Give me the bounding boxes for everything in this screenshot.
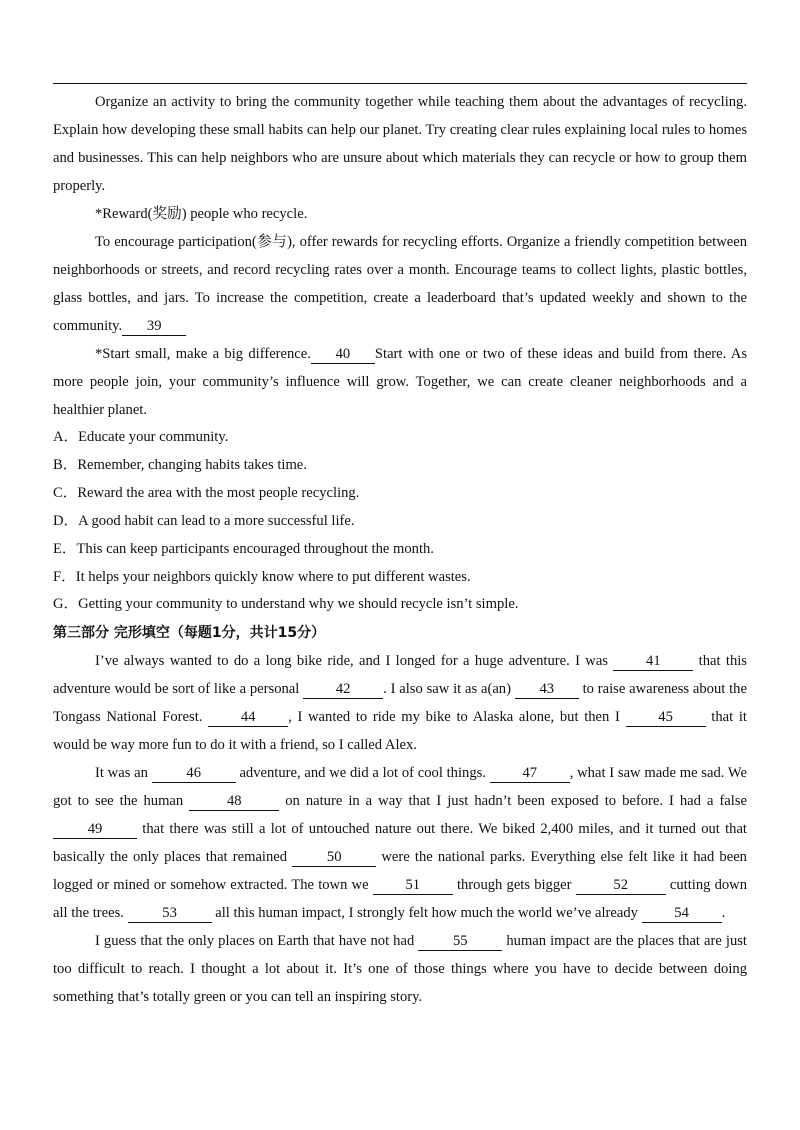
option-f: F．It helps your neighbors quickly know where to put different wastes. [53, 568, 471, 585]
blank-39[interactable]: 39 [122, 317, 186, 336]
blank-49[interactable]: 49 [53, 820, 137, 839]
text: to raise awareness about the Tongass National Forest. [53, 681, 747, 726]
text: , I wanted to ride my bike to Alaska alone, but then I [288, 709, 620, 726]
option-g: G．Getting your community to understand why we should recycle isn’t simple. [53, 596, 519, 613]
text: through gets bigger [456, 877, 572, 894]
option-c: C．Reward the area with the most people recycling. [53, 484, 360, 501]
recycling-paragraph-3 [53, 340, 747, 424]
cloze-paragraph-2 [53, 759, 747, 927]
option-e: E．This can keep participants encouraged throughout the month. [53, 540, 434, 557]
blank-52[interactable]: 52 [576, 876, 666, 895]
blank-51[interactable]: 51 [373, 876, 453, 895]
option-b: B．Remember, changing habits takes time. [53, 456, 307, 473]
header-rule [53, 83, 747, 84]
text: I guess that the only places on Earth that have not had [95, 933, 415, 950]
option-d: D．A good habit can lead to a more successful life. [53, 512, 355, 529]
start-small-heading: *Start small, make a big difference. [95, 346, 311, 362]
text: that it would be way more fun to do it with a friend, so I called Alex. [53, 709, 747, 754]
text: were the national parks. Everything else felt like it had been logged or mined or somehow extracted. The town we [53, 849, 747, 894]
paragraph-text: Start with one or two of these ideas and build from there. As more people join, your community’s influence will grow. Together, we can create cleaner neighborhoods and a healthier planet. [53, 346, 747, 418]
text: . I also saw it as a(an) [383, 681, 511, 698]
blank-45[interactable]: 45 [626, 708, 706, 727]
blank-47[interactable]: 47 [490, 764, 570, 783]
text: It was an [95, 765, 148, 782]
blank-53[interactable]: 53 [128, 904, 212, 923]
text: . [721, 905, 726, 922]
text: adventure, and we did a lot of cool things. [239, 765, 486, 782]
text: human impact are the places that are just too difficult to reach. I thought a lot about it. It’s one of those things where you have to decide between doing something that’s totally green or you can tell an inspiring story. [53, 933, 747, 1006]
cloze-paragraph-1 [53, 647, 747, 759]
blank-54[interactable]: 54 [642, 904, 722, 923]
option-a: A．Educate your community. [53, 429, 229, 445]
text: that there was still a lot of untouched nature out there. We biked 2,400 miles, and it turned out that basically the only places that remained [53, 821, 747, 866]
recycling-paragraph-1: Organize an activity to bring the community together while teaching them about the advantages of recycling. Explain how developing these small habits can help our planet. Try creating clear rules explaining local rules to homes and businesses. This can help neighbors who are unsure about which materials they can recycle or how to group them properly. [53, 94, 747, 194]
paragraph-text: To encourage participation(参与), offer rewards for recycling efforts. Organize a friendly competition between neighborhoods or streets, and record recycling rates over a month. Encourage teams to collect lights, plastic bottles, glass bottles, and jars. To increase the competition, create a leaderboard that’s updated weekly and shown to the community. [53, 234, 747, 334]
blank-48[interactable]: 48 [189, 792, 279, 811]
text: cutting down all the trees. [53, 877, 748, 922]
recycling-paragraph-2 [53, 228, 747, 340]
blank-55[interactable]: 55 [418, 932, 502, 951]
blank-50[interactable]: 50 [292, 848, 376, 867]
reward-heading: *Reward(奖励) people who recycle. [95, 206, 308, 222]
text: I’ve always wanted to do a long bike ride, and I longed for a huge adventure. I was [95, 653, 608, 670]
blank-40[interactable]: 40 [311, 345, 375, 364]
exam-page [53, 88, 747, 1011]
text: on nature in a way that I just hadn’t been exposed to before. I had a false [285, 793, 747, 810]
text: , what I saw made me sad. We got to see the human [53, 765, 747, 810]
text: all this human impact, I strongly felt how much the world we’ve already [215, 905, 638, 922]
section-title-cloze: 第三部分 完形填空（每题1分，共计15分） [53, 625, 326, 642]
blank-43[interactable]: 43 [515, 680, 579, 699]
blank-44[interactable]: 44 [208, 708, 288, 727]
blank-41[interactable]: 41 [613, 652, 693, 671]
cloze-paragraph-3 [53, 927, 747, 1011]
text: that this adventure would be sort of like a personal [53, 653, 747, 698]
blank-42[interactable]: 42 [303, 680, 383, 699]
blank-46[interactable]: 46 [152, 764, 236, 783]
